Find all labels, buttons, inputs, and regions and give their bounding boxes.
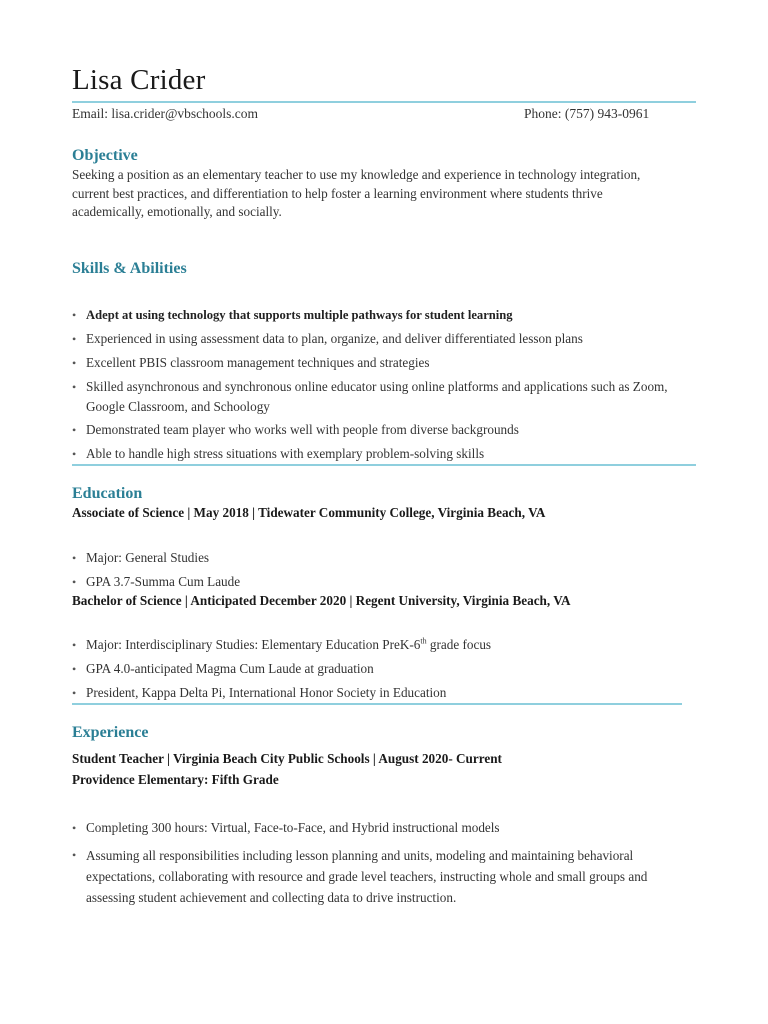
experience-detail: Assuming all responsibilities including lesson planning and units, modeling and maintaining behavioral expectations, collaborating with resource and grade level teachers, instructing whole and small groups and assessing student achievement and collecting data to drive instruction. <box>86 848 648 905</box>
skill-text: Able to handle high stress situations with exemplary problem-solving skills <box>86 446 485 461</box>
email-text: Email: lisa.crider@vbschools.com <box>72 106 259 121</box>
ordinal-suffix: th <box>420 636 427 646</box>
major-text: Major: Interdisciplinary Studies: Elementary Education PreK-6 <box>86 637 421 652</box>
list-item <box>72 659 697 679</box>
bullet-icon: • <box>72 380 77 394</box>
list-item <box>72 845 692 908</box>
degree-associate: Associate of Science | May 2018 | Tidewater Community College, Virginia Beach, VA <box>72 505 546 520</box>
skill-text: Experienced in using assessment data to plan, organize, and deliver differentiated lesson plans <box>86 331 583 346</box>
list-item <box>72 353 697 373</box>
bullet-icon: • <box>72 638 77 652</box>
degree-bachelor: Bachelor of Science | Anticipated December 2020 | Regent University, Virginia Beach, VA <box>72 593 571 608</box>
experience-school: Providence Elementary: Fifth Grade <box>72 772 279 787</box>
experience-role: Student Teacher | Virginia Beach City Public Schools | August 2020- Current <box>72 751 502 766</box>
education-detail: Major: General Studies <box>86 550 210 565</box>
list-item <box>72 444 697 464</box>
education-divider <box>72 703 682 705</box>
bullet-icon: • <box>72 686 77 700</box>
skill-text: Adept at using technology that supports multiple pathways for student learning <box>86 308 513 322</box>
skill-text: Skilled asynchronous and synchronous online educator using online platforms and applications such as Zoom, Google Classroom, and Schoology <box>86 379 668 414</box>
objective-text: Seeking a position as an elementary teacher to use my knowledge and experience in technology integration, current best practices, and differentiation to help foster a learning environment where students thrive academically, emotionally, and socially. <box>72 167 641 219</box>
bullet-icon: • <box>72 575 77 589</box>
education-heading: Education <box>72 485 143 502</box>
bullet-icon: • <box>72 423 77 437</box>
list-item <box>72 635 697 655</box>
experience-heading: Experience <box>72 724 149 741</box>
bullet-icon: • <box>72 821 77 835</box>
associate-details-list <box>72 548 697 592</box>
bullet-icon: • <box>72 551 77 565</box>
list-item <box>72 329 697 349</box>
list-item <box>72 305 697 325</box>
education-detail: GPA 4.0-anticipated Magma Cum Laude at graduation <box>86 661 374 676</box>
list-item <box>72 548 697 568</box>
education-detail: GPA 3.7-Summa Cum Laude <box>86 574 241 589</box>
experience-detail: Completing 300 hours: Virtual, Face-to-Face, and Hybrid instructional models <box>86 820 500 835</box>
phone-text: Phone: (757) 943-0961 <box>524 106 650 121</box>
bullet-icon: • <box>72 332 77 346</box>
experience-list <box>72 818 692 908</box>
header-divider <box>72 101 696 103</box>
bullet-icon: • <box>72 308 77 322</box>
skills-list <box>72 305 697 464</box>
bullet-icon: • <box>72 848 77 862</box>
list-item <box>72 818 692 838</box>
list-item <box>72 377 697 417</box>
bullet-icon: • <box>72 447 77 461</box>
bullet-icon: • <box>72 662 77 676</box>
bullet-icon: • <box>72 356 77 370</box>
education-detail: President, Kappa Delta Pi, International Honor Society in Education <box>86 685 447 700</box>
major-text-suffix: grade focus <box>426 637 492 652</box>
candidate-name: Lisa Crider <box>72 64 206 96</box>
skills-heading: Skills & Abilities <box>72 260 187 277</box>
skill-text: Demonstrated team player who works well with people from diverse backgrounds <box>86 422 519 437</box>
skill-text: Excellent PBIS classroom management techniques and strategies <box>86 355 430 370</box>
list-item <box>72 572 697 592</box>
education-detail <box>86 637 491 652</box>
list-item <box>72 420 697 440</box>
skills-divider <box>72 464 696 466</box>
bachelor-details-list <box>72 635 697 703</box>
objective-heading: Objective <box>72 147 138 164</box>
list-item <box>72 683 697 703</box>
